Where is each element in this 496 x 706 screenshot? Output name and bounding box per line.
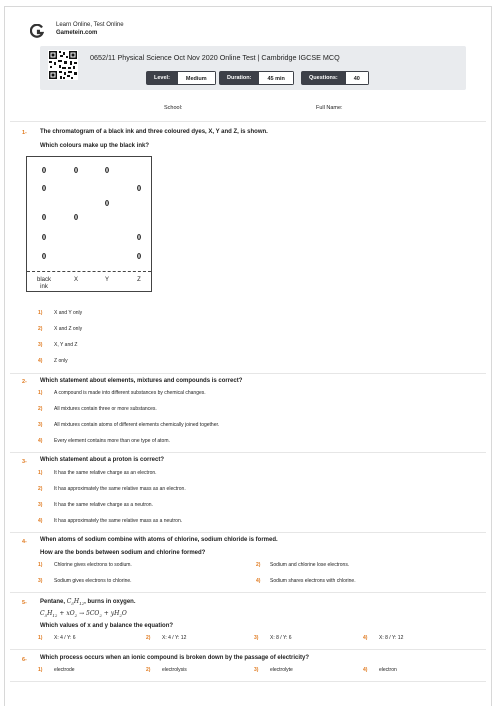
answer-option[interactable]: X and Z only bbox=[54, 326, 83, 332]
option-number: 1) bbox=[38, 562, 43, 568]
question-text: When atoms of sodium combine with atoms of chlorine, sodium chloride is formed. bbox=[40, 537, 278, 543]
option-number: 4) bbox=[363, 667, 368, 673]
option-number: 3) bbox=[38, 578, 43, 584]
question-number: 6- bbox=[22, 657, 27, 663]
answer-option[interactable]: electrolyte bbox=[270, 667, 293, 673]
question-subtext: Which values of x and y balance the equation? bbox=[40, 623, 174, 629]
question-text: The chromatogram of a black ink and three coloured dyes, X, Y and Z, is shown. bbox=[40, 129, 268, 135]
level-value: Medium bbox=[178, 71, 216, 85]
option-number: 3) bbox=[38, 502, 43, 508]
divider bbox=[10, 681, 486, 682]
option-number: 1) bbox=[38, 667, 43, 673]
answer-option[interactable]: Z only bbox=[54, 358, 68, 364]
answer-option[interactable]: A compound is made into different substances by chemical changes. bbox=[54, 390, 206, 396]
answer-option[interactable]: X: 4 / Y: 12 bbox=[162, 635, 187, 641]
option-number: 2) bbox=[38, 406, 43, 412]
question-text bbox=[40, 598, 136, 606]
question-text-suffix: , burns in oxygen. bbox=[84, 599, 136, 605]
question-text-prefix: Pentane, bbox=[40, 599, 66, 605]
dye-spot bbox=[105, 200, 109, 206]
question-number: 5- bbox=[22, 600, 27, 606]
dye-spot bbox=[137, 253, 141, 259]
qr-code-icon bbox=[48, 50, 78, 80]
question-subtext: Which colours make up the black ink? bbox=[40, 143, 150, 149]
divider bbox=[10, 373, 486, 374]
question-number: 3- bbox=[22, 459, 27, 465]
answer-option[interactable]: All mixtures contain atoms of different elements chemically joined together. bbox=[54, 422, 220, 428]
divider bbox=[10, 452, 486, 453]
brand bbox=[56, 21, 124, 37]
level-pill bbox=[146, 71, 216, 85]
dye-spot bbox=[42, 185, 46, 191]
combustion-equation bbox=[40, 610, 127, 618]
option-number: 1) bbox=[38, 470, 43, 476]
question-number: 2- bbox=[22, 379, 27, 385]
dye-spot bbox=[137, 185, 141, 191]
option-number: 2) bbox=[38, 486, 43, 492]
option-number: 1) bbox=[38, 635, 43, 641]
answer-option[interactable]: X: 4 / Y: 6 bbox=[54, 635, 76, 641]
option-number: 1) bbox=[38, 310, 43, 316]
questions-pill bbox=[301, 71, 369, 85]
chromatogram-diagram bbox=[26, 156, 152, 292]
answer-option[interactable]: electrode bbox=[54, 667, 75, 673]
option-number: 2) bbox=[256, 562, 261, 568]
question-number: 4- bbox=[22, 539, 27, 545]
option-number: 2) bbox=[146, 635, 151, 641]
dye-spot bbox=[74, 167, 78, 173]
answer-option[interactable]: Sodium and chlorine lose electrons. bbox=[270, 562, 350, 568]
duration-value: 45 min bbox=[259, 71, 293, 85]
answer-option[interactable]: X and Y only bbox=[54, 310, 83, 316]
answer-option[interactable]: electron bbox=[379, 667, 397, 673]
question-number: 1- bbox=[22, 130, 27, 136]
option-number: 3) bbox=[38, 422, 43, 428]
dye-spot bbox=[74, 214, 78, 220]
dye-spot bbox=[137, 234, 141, 240]
questions-value: 40 bbox=[346, 71, 369, 85]
question-subtext: How are the bonds between sodium and chlorine formed? bbox=[40, 550, 206, 556]
brand-tagline: Learn Online, Test Online bbox=[56, 22, 124, 28]
answer-option[interactable]: X: 8 / Y: 6 bbox=[270, 635, 292, 641]
pentane-formula: $C_5H_{12}$ bbox=[66, 598, 85, 607]
option-number: 3) bbox=[254, 667, 259, 673]
test-title: 0652/11 Physical Science Oct Nov 2020 Online Test | Cambridge IGCSE MCQ bbox=[90, 53, 340, 62]
duration-label: Duration: bbox=[219, 71, 259, 85]
equation-text: $C_5H_{12} + xO_2 \to 5CO_2 + yH_2O$ bbox=[40, 610, 127, 619]
question-text: Which statement about elements, mixtures and compounds is correct? bbox=[40, 378, 243, 384]
gametein-logo-icon bbox=[30, 24, 44, 38]
fullname-field-label: Full Name: bbox=[316, 105, 343, 111]
questions-label: Questions: bbox=[301, 71, 346, 85]
answer-option[interactable]: It has approximately the same relative mass as an electron. bbox=[54, 486, 186, 492]
level-label: Level: bbox=[146, 71, 178, 85]
option-number: 4) bbox=[38, 358, 43, 364]
answer-option[interactable]: Sodium gives electrons to chlorine. bbox=[54, 578, 132, 584]
answer-option[interactable]: electrolysis bbox=[162, 667, 187, 673]
column-label-x: X bbox=[73, 277, 78, 283]
dye-spot bbox=[42, 253, 46, 259]
answer-option[interactable]: X, Y and Z bbox=[54, 342, 78, 348]
divider bbox=[10, 649, 486, 650]
duration-pill bbox=[219, 71, 294, 85]
brand-site[interactable]: Gametein.com bbox=[56, 30, 98, 36]
option-number: 4) bbox=[256, 578, 261, 584]
dye-spot bbox=[105, 167, 109, 173]
answer-option[interactable]: Chlorine gives electrons to sodium. bbox=[54, 562, 132, 568]
option-number: 4) bbox=[363, 635, 368, 641]
question-text: Which process occurs when an ionic compound is broken down by the passage of electricity? bbox=[40, 655, 310, 661]
school-field-label: School: bbox=[164, 105, 183, 111]
option-number: 2) bbox=[146, 667, 151, 673]
answer-option[interactable]: X: 8 / Y: 12 bbox=[379, 635, 404, 641]
column-label-y: Y bbox=[104, 277, 109, 283]
answer-option[interactable]: It has approximately the same relative mass as a neutron. bbox=[54, 518, 183, 524]
divider bbox=[10, 121, 486, 122]
answer-option[interactable]: It has the same relative charge as an electron. bbox=[54, 470, 157, 476]
answer-option[interactable]: It has the same relative charge as a neutron. bbox=[54, 502, 153, 508]
option-number: 3) bbox=[254, 635, 259, 641]
option-number: 3) bbox=[38, 342, 43, 348]
dye-spot bbox=[42, 167, 46, 173]
option-number: 4) bbox=[38, 518, 43, 524]
answer-option[interactable]: All mixtures contain three or more substances. bbox=[54, 406, 157, 412]
divider bbox=[10, 592, 486, 593]
answer-option[interactable]: Every element contains more than one type of atom. bbox=[54, 438, 170, 444]
dye-spot bbox=[42, 214, 46, 220]
answer-option[interactable]: Sodium shares electrons with chlorine. bbox=[270, 578, 356, 584]
divider bbox=[10, 532, 486, 533]
column-label-black-ink: black ink bbox=[36, 277, 51, 290]
question-text: Which statement about a proton is correct? bbox=[40, 457, 165, 463]
chromatogram-baseline bbox=[27, 271, 151, 272]
dye-spot bbox=[42, 234, 46, 240]
option-number: 4) bbox=[38, 438, 43, 444]
column-label-z: Z bbox=[137, 277, 141, 283]
option-number: 2) bbox=[38, 326, 43, 332]
option-number: 1) bbox=[38, 390, 43, 396]
